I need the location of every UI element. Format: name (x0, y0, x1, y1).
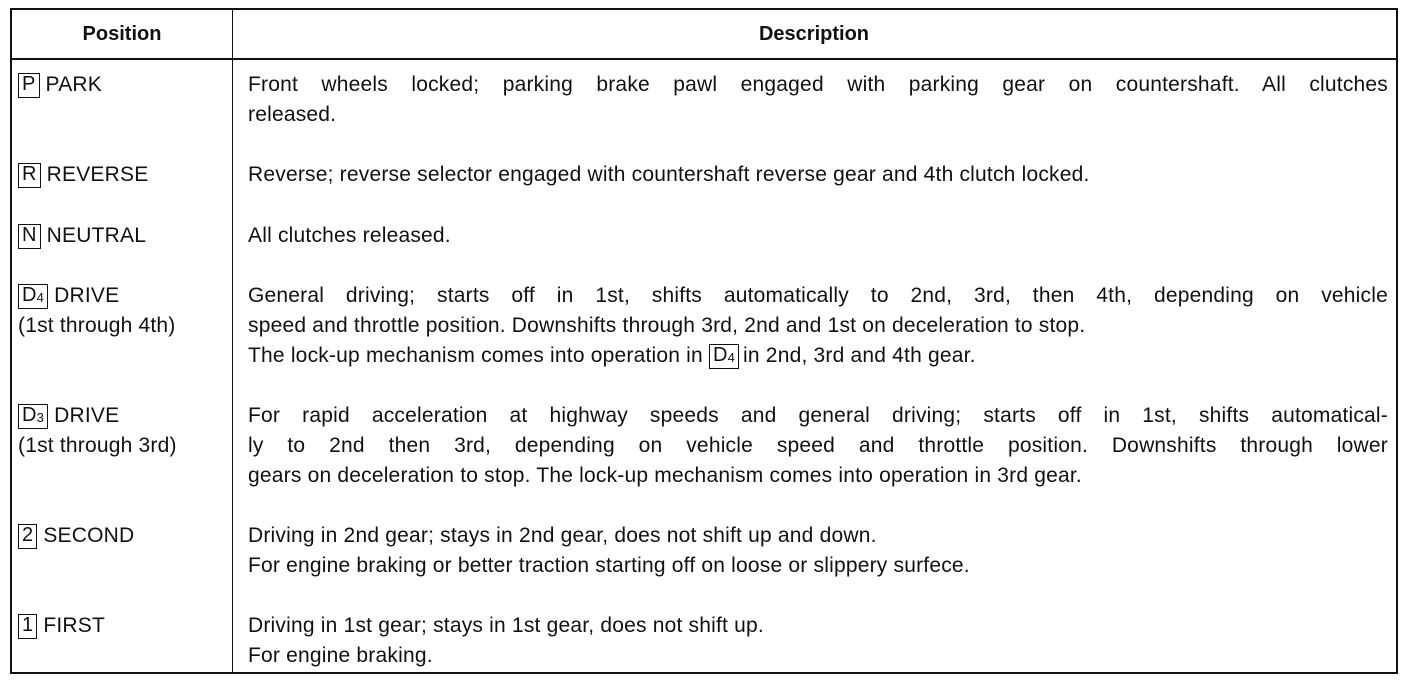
position-cell (18, 521, 230, 551)
column-header-description: Description (758, 23, 870, 45)
description-cell (248, 281, 1388, 371)
description-line: Driving in 2nd gear; stays in 2nd gear, does not shift up and down. (248, 524, 877, 547)
position-range-label: (1st through 3rd) (18, 434, 177, 457)
column-divider (232, 10, 233, 672)
gear-key-box: 1 (18, 614, 37, 639)
description-cell (248, 70, 1388, 130)
description-cell (248, 521, 1388, 581)
position-cell (18, 401, 230, 461)
description-line: ly to 2nd then 3rd, depending on vehicle speed and throttle position. Downshifts through lower (248, 434, 1388, 457)
description-line: released. (248, 103, 337, 126)
description-line: speed and throttle position. Downshifts through 3rd, 2nd and 1st on deceleration to stop. (248, 314, 1086, 337)
inline-gear-key-box: $D_4$ (709, 344, 739, 369)
description-line: For rapid acceleration at highway speeds and general driving; starts off in 1st, shifts automatical- (248, 404, 1388, 427)
gear-key-box: $D_4$ (18, 284, 48, 309)
description-line: Reverse; reverse selector engaged with countershaft reverse gear and 4th clutch locked. (248, 163, 1090, 186)
position-label: FIRST (43, 614, 105, 637)
position-cell (18, 611, 230, 641)
description-line: For engine braking. (248, 644, 433, 667)
gear-key-box: N (18, 224, 41, 249)
gear-key-box: 2 (18, 524, 37, 549)
position-cell (18, 160, 230, 190)
header-divider (12, 58, 1396, 60)
description-line: gears on deceleration to stop. The lock-up mechanism comes into operation in 3rd gear. (248, 464, 1082, 487)
column-header-position: Position (82, 23, 162, 45)
gear-position-table (10, 8, 1398, 674)
position-label: DRIVE (54, 284, 120, 307)
position-cell (18, 221, 230, 251)
position-label: PARK (45, 73, 102, 96)
description-line: For engine braking or better traction starting off on loose or slippery surfece. (248, 554, 970, 577)
description-line: All clutches released. (248, 224, 451, 247)
description-line: The lock-up mechanism comes into operation in $D_4$ in 2nd, 3rd and 4th gear. (248, 344, 976, 367)
position-label: REVERSE (46, 163, 149, 186)
gear-key-box: $D_3$ (18, 404, 48, 429)
position-label: NEUTRAL (46, 224, 147, 247)
description-line: Front wheels locked; parking brake pawl engaged with parking gear on countershaft. All clutches (248, 73, 1388, 96)
description-line: Driving in 1st gear; stays in 1st gear, does not shift up. (248, 614, 764, 637)
description-line: General driving; starts off in 1st, shifts automatically to 2nd, 3rd, then 4th, depending on vehicle (248, 284, 1388, 307)
gear-key-box: R (18, 163, 41, 188)
position-label: DRIVE (54, 404, 120, 427)
gear-key-box: P (18, 73, 40, 98)
position-label: SECOND (43, 524, 135, 547)
position-cell (18, 70, 230, 100)
description-cell (248, 160, 1388, 190)
position-range-label: (1st through 4th) (18, 314, 176, 337)
description-cell (248, 401, 1388, 491)
description-cell (248, 611, 1388, 671)
position-cell (18, 281, 230, 341)
description-cell (248, 221, 1388, 251)
